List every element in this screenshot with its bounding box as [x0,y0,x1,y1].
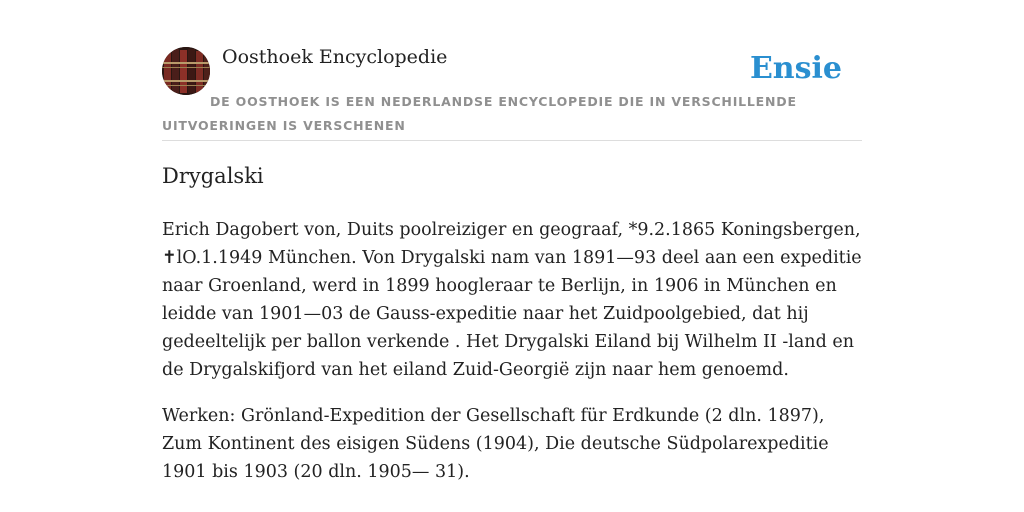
article-paragraph: Erich Dagobert von, Duits poolreiziger en geograaf, *9.2.1865 Koningsbergen, ✝lO.1.1949 München. Von Drygalski nam van 1891—93 deel aan een expeditie naar Groenland, werd in 1899 hoogleraar te Berlijn, in 1906 in München en leidde van 1901—03 de Gauss-expeditie naar het Zuidpoolgebied, dat hij gedeeltelijk per ballon verkende . Het Drygalski Eiland bij Wilhelm II -land en de Drygalskifjord van het eiland Zuid-Georgië zijn naar hem genoemd. [162,220,862,380]
site-header [162,44,862,141]
article-body [162,216,864,504]
article-paragraph: Werken: Grönland-Expedition der Gesellschaft für Erdkunde (2 dln. 1897), Zum Kontinent des eisigen Südens (1904), Die deutsche Südpolarexpeditie 1901 bis 1903 (20 dln. 1905— 31). [162,406,829,482]
brand-logo[interactable]: Ensie [749,51,842,86]
site-tagline: DE OOSTHOEK IS EEN NEDERLANDSE ENCYCLOPEDIE DIE IN VERSCHILLENDE UITVOERINGEN IS VERSCHENEN [162,94,797,133]
book-spines-icon [162,47,210,95]
page-title: Drygalski [162,164,264,188]
site-name[interactable]: Oosthoek Encyclopedie [222,46,448,68]
avatar[interactable] [162,47,210,95]
